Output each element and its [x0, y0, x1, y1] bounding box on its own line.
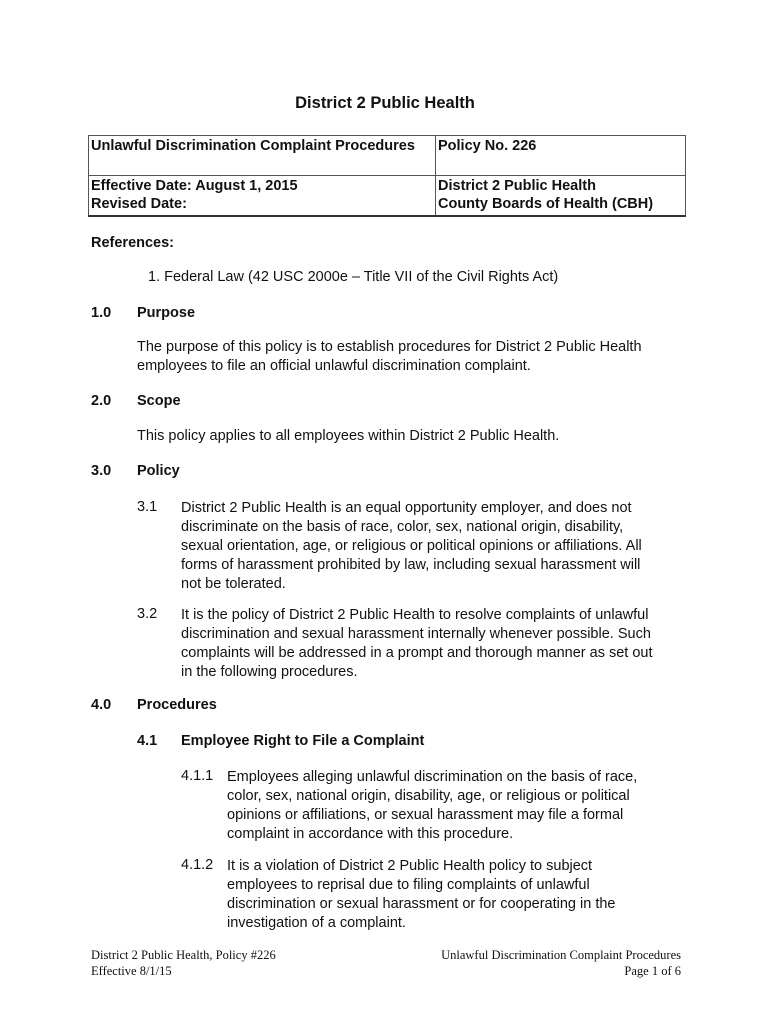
policy-header-table — [88, 135, 686, 217]
revised-date: Revised Date: — [91, 196, 187, 212]
text-line: discriminate on the basis of race, color, sex, national origin, disability, — [181, 519, 624, 535]
text-line: forms of harassment prohibited by law, including sexual harassment will — [181, 557, 641, 573]
policy-name-cell: Unlawful Discrimination Complaint Procedures — [89, 136, 436, 176]
footer-doc-title: Unlawful Discrimination Complaint Procedures — [441, 948, 681, 962]
text-line: This policy applies to all employees within District 2 Public Health. — [137, 428, 560, 444]
page-number: Page 1 of 6 — [624, 964, 681, 978]
section-title-scope: Scope — [137, 393, 181, 409]
footer-left — [91, 947, 276, 979]
text-line: not be tolerated. — [181, 576, 286, 592]
text-line: It is a violation of District 2 Public Health policy to subject — [227, 858, 593, 874]
subsection-title-4-1: Employee Right to File a Complaint — [181, 733, 425, 749]
section-number-3: 3.0 — [91, 463, 112, 479]
document-title: District 2 Public Health — [295, 94, 475, 112]
text-line: color, sex, national origin, disability, age, or religious or political — [227, 788, 630, 804]
text-line: investigation of a complaint. — [227, 915, 406, 931]
item-number-4-1-2: 4.1.2 — [181, 857, 214, 873]
text-line: employees to reprisal due to filing complaints of unlawful — [227, 877, 590, 893]
policy-3-2-text — [181, 606, 653, 682]
procedure-4-1-2-text — [227, 857, 615, 933]
procedure-4-1-1-text — [227, 768, 637, 844]
subsection-number-3-2: 3.2 — [137, 606, 158, 622]
text-line: opinions or affiliations, or sexual harassment may file a formal — [227, 807, 624, 823]
subsection-number-3-1: 3.1 — [137, 499, 158, 515]
dates-cell — [89, 176, 436, 217]
scope-text — [137, 427, 559, 446]
text-line: The purpose of this policy is to establish procedures for District 2 Public Health — [137, 339, 642, 355]
policy-3-1-text — [181, 499, 642, 594]
applies-to-line2: County Boards of Health (CBH) — [438, 196, 654, 212]
footer-policy: District 2 Public Health, Policy #226 — [91, 948, 276, 962]
reference-item: 1. Federal Law (42 USC 2000e – Title VII of the Civil Rights Act) — [148, 269, 559, 285]
text-line: employees to file an official unlawful discrimination complaint. — [137, 358, 531, 374]
effective-date: Effective Date: August 1, 2015 — [91, 178, 298, 194]
footer-effective: Effective 8/1/15 — [91, 964, 172, 978]
section-title-policy: Policy — [137, 463, 180, 479]
text-line: complaint in accordance with this procedure. — [227, 826, 514, 842]
footer-right — [441, 947, 681, 979]
text-line: It is the policy of District 2 Public Health to resolve complaints of unlawful — [181, 607, 649, 623]
policy-number-cell: Policy No. 226 — [436, 136, 686, 176]
text-line: in the following procedures. — [181, 664, 358, 680]
subsection-number-4-1: 4.1 — [137, 733, 158, 749]
text-line: discrimination and sexual harassment internally whenever possible. Such — [181, 626, 651, 642]
references-heading: References: — [91, 235, 175, 251]
purpose-text — [137, 338, 642, 376]
section-number-1: 1.0 — [91, 305, 112, 321]
text-line: complaints will be addressed in a prompt and thorough manner as set out — [181, 645, 653, 661]
text-line: District 2 Public Health is an equal opportunity employer, and does not — [181, 500, 632, 516]
text-line: discrimination or sexual harassment or for cooperating in the — [227, 896, 616, 912]
item-number-4-1-1: 4.1.1 — [181, 768, 214, 784]
text-line: sexual orientation, age, or religious or political opinions or affiliations. All — [181, 538, 642, 554]
section-number-4: 4.0 — [91, 697, 112, 713]
applies-to-cell — [436, 176, 686, 217]
section-title-procedures: Procedures — [137, 697, 217, 713]
applies-to-line1: District 2 Public Health — [438, 178, 596, 194]
text-line: Employees alleging unlawful discrimination on the basis of race, — [227, 769, 638, 785]
section-title-purpose: Purpose — [137, 305, 196, 321]
section-number-2: 2.0 — [91, 393, 112, 409]
